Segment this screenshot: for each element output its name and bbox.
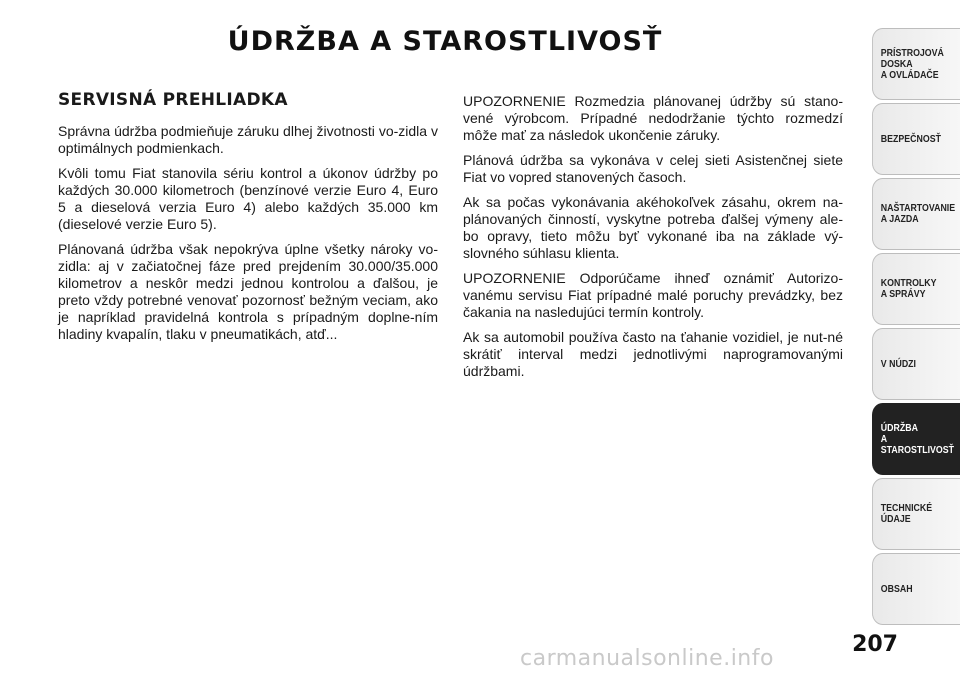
paragraph: Ak sa počas vykonávania akéhokoľvek zásahu, okrem na-plánovaných činností, vyskytne potreba ďalšej výmeny ale-bo opravy, tieto môžu byť vykonané iba na základe vý-slovného súhlasu klienta. <box>463 194 843 261</box>
tab-technicke-udaje[interactable] <box>872 478 960 550</box>
tab-label: PRÍSTROJOVÁ DOSKA A OVLÁDAČE <box>880 47 944 81</box>
warning-paragraph: UPOZORNENIE Odporúčame ihneď oznámiť Autorizo-vanému servisu Fiat prípadné malé poruchy prevádzky, bez čakania na nasledujúci termín kontroly. <box>463 270 843 320</box>
tab-label: OBSAH <box>880 583 913 595</box>
tab-label: ÚDRŽBA A STAROSTLIVOSŤ <box>880 422 954 456</box>
paragraph: Plánovaná údržba však nepokrýva úplne všetky nároky vo-zidla: aj v začiatočnej fáze pred prejdením 30.000/35.000 kilometrov a neskôr medzi jednou kontrolou a ďalšou, je preto vždy potrebné venovať pozornosť bežným veciam, ako je napríklad pravidelná kontrola s prípadným doplne-ním hladiny kvapalín, tlaku v pneumatikách, atď... <box>58 241 438 342</box>
paragraph: Správna údržba podmieňuje záruku dlhej životnosti vo-zidla v optimálnych podmienkach. <box>58 123 438 156</box>
tab-label: BEZPEČNOSŤ <box>880 133 941 145</box>
paragraph: Plánová údržba sa vykonáva v celej sieti Asistenčnej siete Fiat vo vopred stanovených časoch. <box>463 152 843 185</box>
paragraph: Ak sa automobil používa často na ťahanie vozidiel, je nut-né skrátiť interval medzi jednotlivými naprogramovanými údržbami. <box>463 329 843 379</box>
right-column <box>463 93 843 388</box>
tab-label: V NÚDZI <box>880 358 916 370</box>
tab-udrzba[interactable] <box>872 403 960 475</box>
warning-paragraph: UPOZORNENIE Rozmedzia plánovanej údržby sú stano-vené výrobcom. Prípadné nedodržanie týchto rozmedzí môže mať za následok ukončenie záruky. <box>463 93 843 143</box>
left-column <box>58 92 438 351</box>
tab-label: NAŠTARTOVANIE A JAZDA <box>880 203 956 225</box>
page-number: 207 <box>852 632 898 657</box>
watermark: carmanualsonline.info <box>520 646 774 671</box>
tab-pristrojova-doska[interactable] <box>872 28 960 100</box>
tab-obsah[interactable] <box>872 553 960 625</box>
paragraph: Kvôli tomu Fiat stanovila sériu kontrol a úkonov údržby po každých 30.000 kilometroch (benzínové verzie Euro 4, Euro 5 a dieselová verzia Euro 4) alebo každých 35.000 km (dieselové verzie Euro 5). <box>58 165 438 232</box>
page-title: ÚDRŽBA A STAROSTLIVOSŤ <box>227 26 663 57</box>
tab-kontrolky[interactable] <box>872 253 960 325</box>
chapter-tabs <box>860 28 960 628</box>
section-heading: SERVISNÁ PREHLIADKA <box>58 90 288 110</box>
tab-bezpecnost[interactable] <box>872 103 960 175</box>
tab-v-nudzi[interactable] <box>872 328 960 400</box>
tab-label: KONTROLKY A SPRÁVY <box>880 278 937 300</box>
tab-label: TECHNICKÉ ÚDAJE <box>880 503 933 525</box>
tab-nastartovanie[interactable] <box>872 178 960 250</box>
